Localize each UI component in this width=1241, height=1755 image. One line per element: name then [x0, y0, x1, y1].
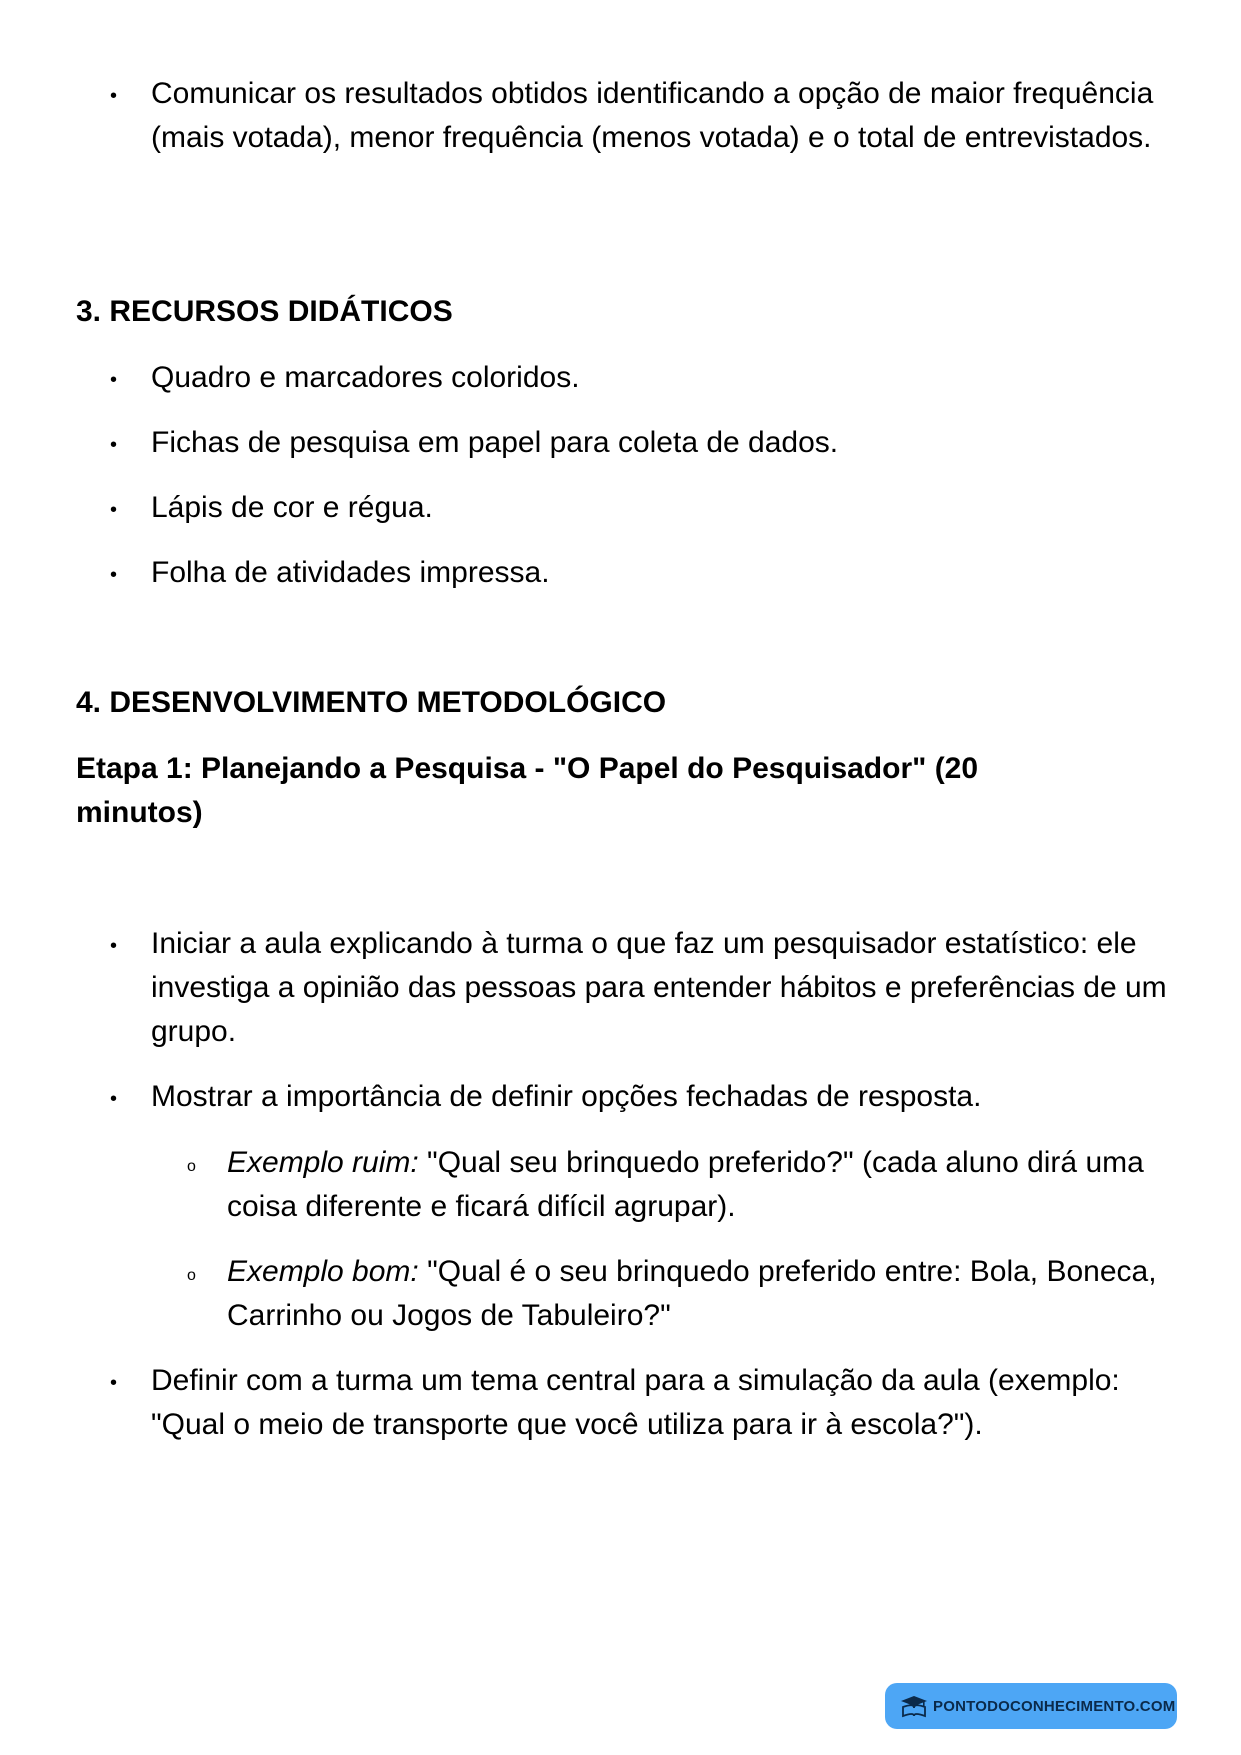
list-item: • Mostrar a importância de definir opções fechadas de resposta. — [151, 1075, 1171, 1119]
example-label: Exemplo bom: — [227, 1255, 419, 1288]
site-badge[interactable] — [885, 1683, 1177, 1729]
section-heading-methodology: 4. DESENVOLVIMENTO METODOLÓGICO — [76, 686, 667, 719]
section-heading-resources: 3. RECURSOS DIDÁTICOS — [76, 295, 453, 328]
sub-list-item — [227, 1250, 1167, 1338]
list-item: • Lápis de cor e régua. — [151, 486, 1171, 530]
sub-list-item — [227, 1141, 1167, 1229]
list-item: • Definir com a turma um tema central para a simulação da aula (exemplo: "Qual o meio de transporte que você utiliza para ir à escola?"). — [151, 1359, 1171, 1447]
list-item: • Iniciar a aula explicando à turma o que faz um pesquisador estatístico: ele investiga a opinião das pessoas para entender hábitos e preferências de um grupo. — [151, 922, 1171, 1054]
example-text: "Qual é o seu brinquedo preferido entre: Bola, Boneca, Carrinho ou Jogos de Tabuleiro?" — [227, 1255, 1157, 1332]
example-text: "Qual seu brinquedo preferido?" (cada aluno dirá uma coisa diferente e ficará difícil agrupar). — [227, 1146, 1144, 1223]
list-item: • Quadro e marcadores coloridos. — [151, 356, 1171, 400]
example-label: Exemplo ruim: — [227, 1146, 419, 1179]
list-item: • Fichas de pesquisa em papel para coleta de dados. — [151, 421, 1171, 465]
list-item: • Folha de atividades impressa. — [151, 551, 1171, 595]
site-name: PONTODOCONHECIMENTO.COM — [933, 1697, 1176, 1715]
graduation-book-icon — [899, 1694, 929, 1718]
list-item: • Comunicar os resultados obtidos identificando a opção de maior frequência (mais votada), menor frequência (menos votada) e o total de entrevistados. — [151, 72, 1171, 160]
stage-heading: Etapa 1: Planejando a Pesquisa - "O Papel do Pesquisador" (20 minutos) — [76, 752, 979, 829]
